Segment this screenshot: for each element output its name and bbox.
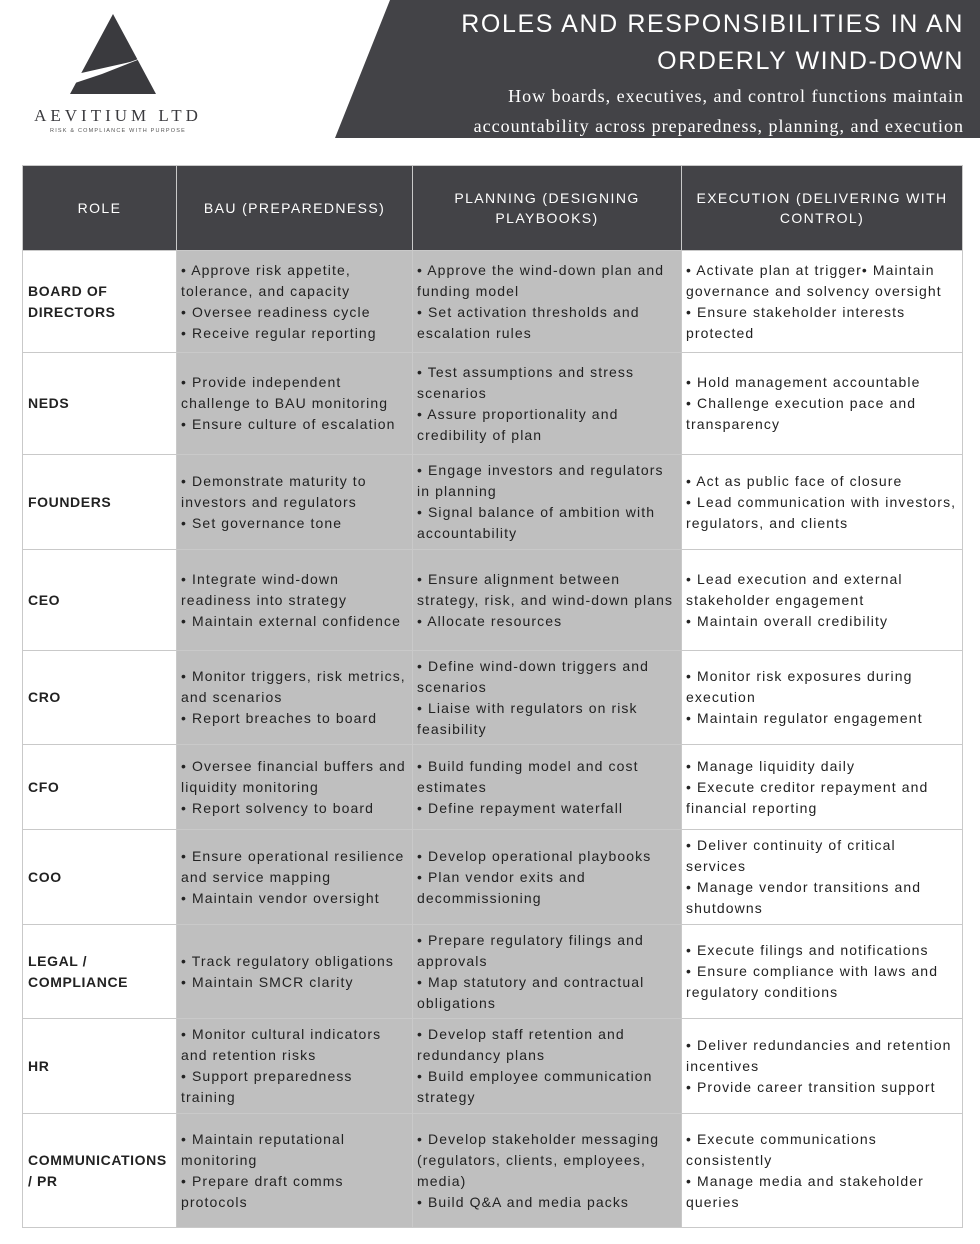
- list-item: • Liaise with regulators on risk feasibility: [417, 699, 638, 737]
- list-item: • Execute filings and notifications: [686, 942, 929, 958]
- role-cell: CRO: [23, 651, 177, 745]
- list-item: • Test assumptions and stress scenarios: [417, 363, 635, 401]
- list-item: • Develop stakeholder messaging (regulators, clients, employees, media): [417, 1130, 660, 1189]
- bau-cell: [177, 353, 413, 455]
- list-item: • Ensure operational resilience and service mapping: [181, 847, 405, 885]
- list-item: • Build Q&A and media packs: [417, 1193, 630, 1210]
- list-item: • Lead execution and external stakeholder engagement: [686, 570, 903, 608]
- list-item: • Report solvency to board: [181, 799, 375, 816]
- list-item: • Ensure culture of escalation: [181, 416, 396, 432]
- planning-cell: [413, 1114, 682, 1228]
- list-item: • Prepare draft comms protocols: [181, 1172, 344, 1210]
- role-cell: CFO: [23, 745, 177, 830]
- list-item: • Approve risk appetite, tolerance, and capacity: [181, 261, 351, 299]
- list-item: • Receive regular reporting: [181, 324, 377, 341]
- execution-cell: [682, 251, 963, 353]
- list-item: • Report breaches to board: [181, 710, 378, 726]
- bau-cell: [177, 745, 413, 830]
- execution-cell: [682, 745, 963, 830]
- planning-cell: [413, 550, 682, 651]
- list-item: • Develop staff retention and redundancy plans: [417, 1026, 625, 1063]
- page-subtitle-line-1: How boards, executives, and control functions maintain: [508, 86, 964, 106]
- list-item: • Activate plan at trigger• Maintain governance and solvency oversight: [686, 261, 942, 299]
- table-header-row: [23, 166, 963, 251]
- list-item: • Support preparedness training: [181, 1068, 353, 1105]
- bau-cell: [177, 925, 413, 1019]
- role-cell: CEO: [23, 550, 177, 651]
- list-item: • Demonstrate maturity to investors and regulators: [181, 472, 367, 510]
- list-item: • Maintain regulator engagement: [686, 710, 923, 726]
- list-item: • Deliver redundancies and retention incentives: [686, 1036, 952, 1074]
- company-tagline: RISK & COMPLIANCE WITH PURPOSE: [50, 128, 186, 134]
- role-cell: COO: [23, 830, 177, 925]
- list-item: • Monitor cultural indicators and retention risks: [181, 1026, 382, 1063]
- list-item: • Challenge execution pace and transparency: [686, 395, 917, 432]
- list-item: • Track regulatory obligations: [181, 952, 394, 969]
- bau-cell: [177, 1019, 413, 1114]
- page-title-line-1: ROLES AND RESPONSIBILITIES IN AN: [461, 10, 964, 38]
- role-cell: LEGAL / COMPLIANCE: [23, 925, 177, 1019]
- title-banner: [335, 0, 980, 138]
- list-item: • Execute creditor repayment and financial reporting: [686, 778, 929, 816]
- execution-cell: [682, 651, 963, 745]
- table-row: [23, 1114, 963, 1228]
- planning-cell: [413, 251, 682, 353]
- list-item: • Manage vendor transitions and shutdowns: [686, 879, 922, 916]
- bau-cell: [177, 455, 413, 550]
- list-item: • Maintain overall credibility: [686, 612, 889, 629]
- planning-cell: [413, 925, 682, 1019]
- list-item: • Maintain reputational monitoring: [181, 1130, 346, 1168]
- execution-cell: [682, 455, 963, 550]
- table-row: [23, 550, 963, 651]
- list-item: • Assure proportionality and credibility of plan: [417, 405, 619, 443]
- list-item: • Integrate wind-down readiness into strategy: [181, 570, 348, 608]
- list-item: • Build funding model and cost estimates: [417, 757, 639, 795]
- role-cell: FOUNDERS: [23, 455, 177, 550]
- list-item: • Prepare regulatory filings and approvals: [417, 931, 644, 969]
- list-item: • Manage media and stakeholder queries: [686, 1172, 924, 1210]
- page-subtitle-line-2: accountability across preparedness, planning, and execution: [473, 116, 964, 136]
- list-item: • Provide career transition support: [686, 1078, 936, 1095]
- list-item: • Define wind-down triggers and scenarios: [417, 657, 649, 695]
- list-item: • Map statutory and contractual obligations: [417, 973, 645, 1011]
- header-bau: BAU (PREPAREDNESS): [177, 166, 413, 251]
- header-execution: EXECUTION (DELIVERING WITH CONTROL): [682, 166, 963, 251]
- planning-cell: [413, 830, 682, 925]
- role-cell: NEDS: [23, 353, 177, 455]
- list-item: • Maintain vendor oversight: [181, 889, 380, 906]
- role-cell: HR: [23, 1019, 177, 1114]
- list-item: • Plan vendor exits and decommissioning: [417, 868, 586, 906]
- header-planning: PLANNING (DESIGNING PLAYBOOKS): [413, 166, 682, 251]
- list-item: • Monitor risk exposures during execution: [686, 668, 913, 705]
- company-logo: [18, 8, 218, 138]
- planning-cell: [413, 745, 682, 830]
- bau-cell: [177, 651, 413, 745]
- list-item: • Oversee financial buffers and liquidity monitoring: [181, 757, 406, 795]
- list-item: • Set governance tone: [181, 514, 343, 531]
- table-row: [23, 651, 963, 745]
- company-name: AEVITIUM LTD: [34, 106, 202, 125]
- role-cell: COMMUNICATIONS / PR: [23, 1114, 177, 1228]
- bau-cell: [177, 251, 413, 353]
- list-item: • Maintain external confidence: [181, 612, 402, 629]
- list-item: • Ensure alignment between strategy, risk, and wind-down plans: [417, 570, 674, 608]
- table-row: [23, 1019, 963, 1114]
- list-item: • Engage investors and regulators in planning: [417, 462, 664, 499]
- execution-cell: [682, 1019, 963, 1114]
- execution-cell: [682, 830, 963, 925]
- list-item: • Deliver continuity of critical services: [686, 837, 896, 874]
- list-item: • Act as public face of closure: [686, 472, 903, 489]
- list-item: • Lead communication with investors, regulators, and clients: [686, 493, 957, 531]
- list-item: • Execute communications consistently: [686, 1130, 877, 1168]
- bau-cell: [177, 830, 413, 925]
- execution-cell: [682, 1114, 963, 1228]
- planning-cell: [413, 651, 682, 745]
- execution-cell: [682, 925, 963, 1019]
- planning-cell: [413, 353, 682, 455]
- bau-cell: [177, 1114, 413, 1228]
- table-row: [23, 251, 963, 353]
- table-row: [23, 830, 963, 925]
- triangle-logo-icon: [68, 12, 158, 96]
- list-item: • Ensure compliance with laws and regulatory conditions: [686, 963, 939, 1000]
- list-item: • Approve the wind-down plan and funding model: [417, 261, 665, 299]
- table-row: [23, 353, 963, 455]
- list-item: • Build employee communication strategy: [417, 1068, 653, 1105]
- planning-cell: [413, 1019, 682, 1114]
- page-title-line-2: ORDERLY WIND-DOWN: [657, 47, 964, 75]
- role-cell: BOARD OF DIRECTORS: [23, 251, 177, 353]
- list-item: • Set activation thresholds and escalation rules: [417, 303, 640, 341]
- bau-cell: [177, 550, 413, 651]
- list-item: • Ensure stakeholder interests protected: [686, 303, 906, 341]
- execution-cell: [682, 353, 963, 455]
- list-item: • Allocate resources: [417, 612, 563, 629]
- list-item: • Signal balance of ambition with accountability: [417, 504, 656, 541]
- responsibilities-table: [22, 165, 963, 1228]
- table-row: [23, 745, 963, 830]
- list-item: • Manage liquidity daily: [686, 757, 856, 774]
- list-item: • Oversee readiness cycle: [181, 303, 371, 320]
- list-item: • Define repayment waterfall: [417, 799, 624, 816]
- planning-cell: [413, 455, 682, 550]
- table-row: [23, 925, 963, 1019]
- list-item: • Develop operational playbooks: [417, 847, 652, 864]
- header-role: ROLE: [23, 166, 177, 251]
- list-item: • Hold management accountable: [686, 374, 921, 390]
- list-item: • Provide independent challenge to BAU monitoring: [181, 374, 389, 411]
- table-row: [23, 455, 963, 550]
- execution-cell: [682, 550, 963, 651]
- list-item: • Monitor triggers, risk metrics, and scenarios: [181, 668, 406, 705]
- list-item: • Maintain SMCR clarity: [181, 973, 354, 990]
